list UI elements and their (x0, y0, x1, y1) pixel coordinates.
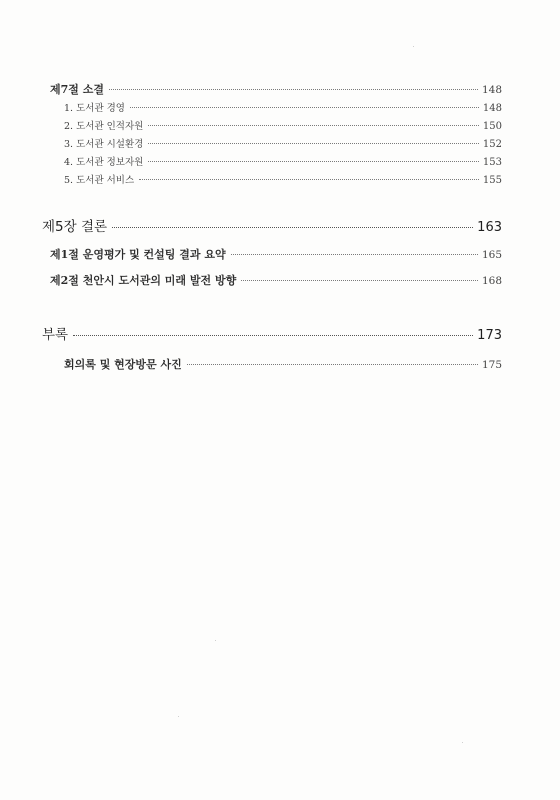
dot-leader (148, 125, 479, 126)
dot-leader (139, 179, 479, 180)
toc-entry-label: 4. 도서관 정보자원 (64, 157, 144, 168)
toc-item (64, 136, 502, 150)
toc-entry-label: 부록 (42, 327, 69, 343)
toc-entry-label: 회의록 및 현장방문 사진 (64, 358, 182, 371)
scan-speck (178, 716, 179, 717)
toc-entry-label: 2. 도서관 인적자원 (64, 121, 144, 132)
toc-entry-page: 152 (482, 139, 502, 150)
dot-leader (112, 227, 473, 228)
dot-leader (148, 161, 479, 162)
toc-entry-page: 163 (477, 220, 502, 235)
toc-entry-page: 155 (482, 175, 502, 186)
toc-section-7 (50, 81, 502, 97)
toc-item (64, 118, 502, 132)
toc-entry-page: 150 (482, 121, 502, 132)
dot-leader (130, 107, 479, 108)
dot-leader (187, 364, 478, 365)
dot-leader (148, 143, 479, 144)
scan-speck (462, 742, 463, 743)
toc-item (64, 100, 502, 114)
toc-appendix (42, 323, 502, 343)
toc-entry-page: 153 (482, 157, 502, 168)
toc-entry-label: 제5장 결론 (42, 219, 108, 235)
toc-chapter-5 (42, 215, 502, 235)
toc-section (50, 272, 502, 288)
toc-entry-label: 제7절 소결 (50, 83, 104, 96)
toc-entry-label: 제1절 운영평가 및 컨설팅 결과 요약 (50, 248, 226, 261)
toc-entry-page: 148 (481, 84, 502, 96)
dot-leader (109, 89, 478, 90)
toc-entry-page: 168 (481, 275, 502, 287)
toc-entry-label: 1. 도서관 경영 (64, 103, 125, 114)
dot-leader (73, 335, 473, 336)
scan-speck (215, 640, 216, 641)
toc-section (64, 356, 502, 372)
toc-item (64, 154, 502, 168)
toc-entry-page: 148 (482, 103, 502, 114)
toc-entry-page: 175 (481, 359, 502, 371)
toc-section (50, 246, 502, 262)
scan-speck (413, 46, 414, 47)
toc-item (64, 172, 502, 186)
toc-entry-label: 3. 도서관 시설환경 (64, 139, 144, 150)
toc-entry-page: 165 (481, 249, 502, 261)
toc-entry-label: 5. 도서관 서비스 (64, 175, 135, 186)
toc-entry-label: 제2절 천안시 도서관의 미래 발전 방향 (50, 274, 237, 287)
dot-leader (231, 254, 478, 255)
toc-entry-page: 173 (477, 328, 502, 343)
dot-leader (241, 280, 478, 281)
